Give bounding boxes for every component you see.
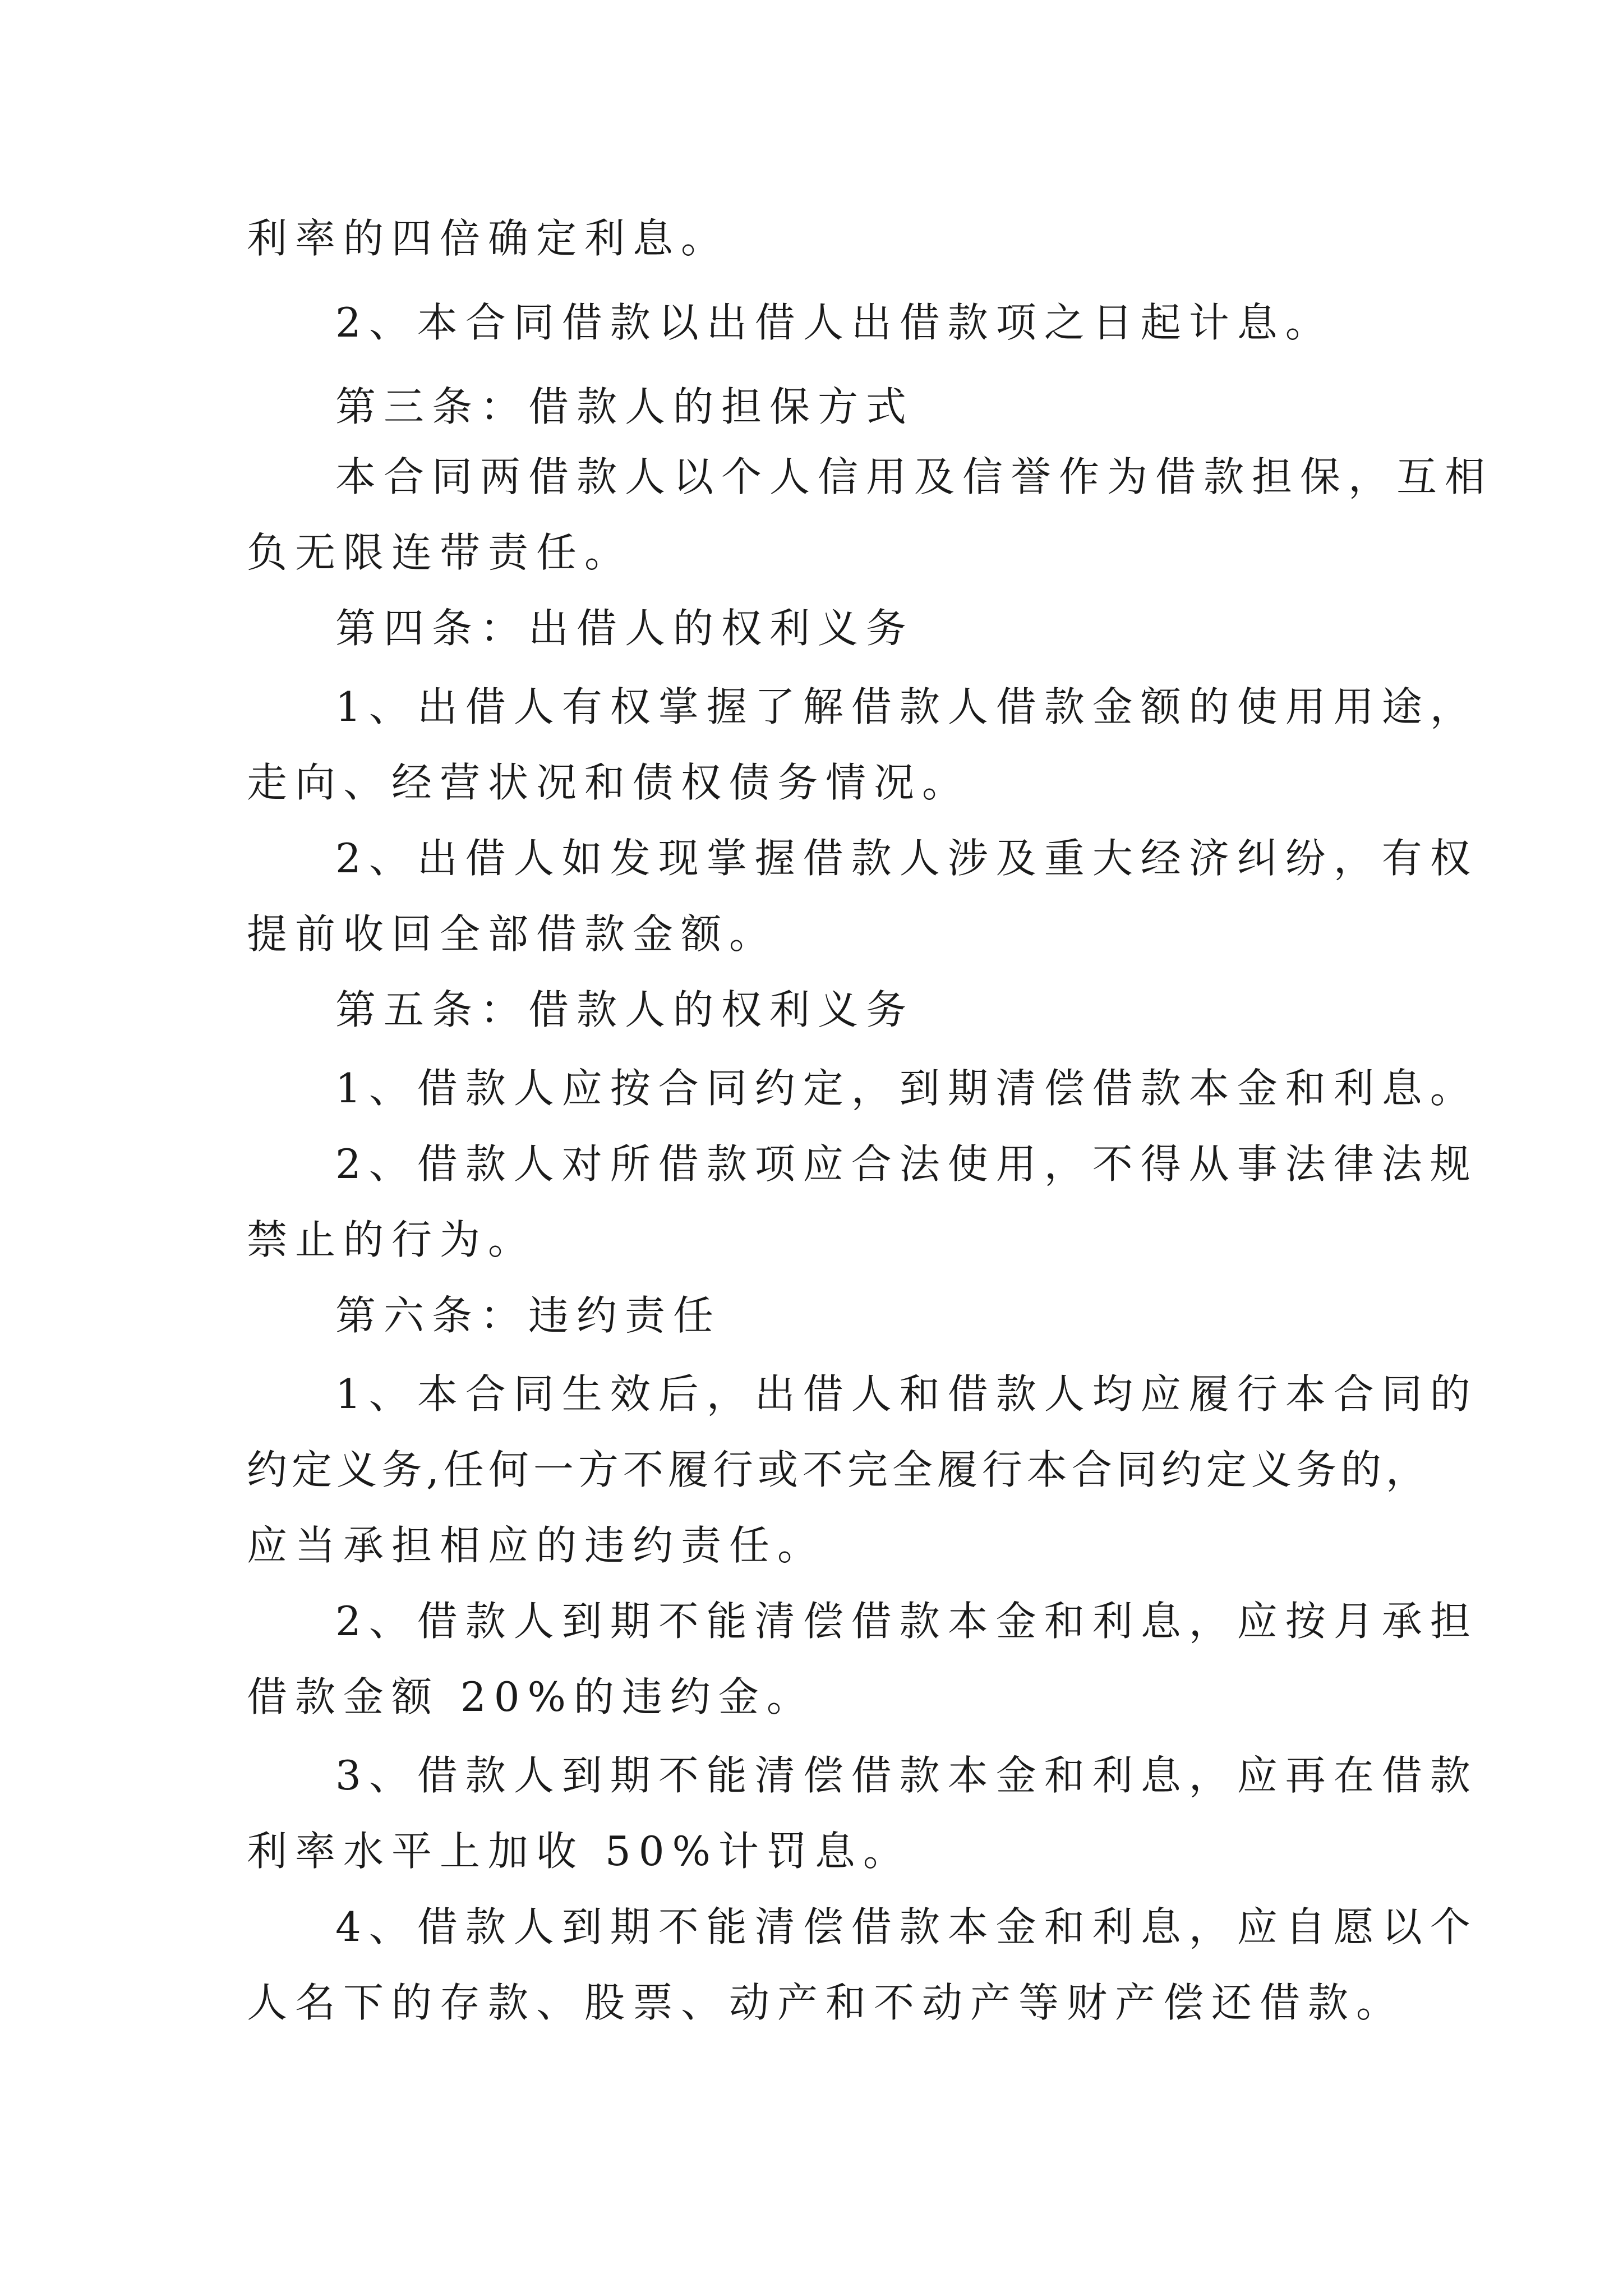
text-line: 约定义务,任何一方不履行或不完全履行本合同约定义务的， (247, 1446, 1431, 1493)
text-line: 1、借款人应按合同约定，到期清偿借款本金和利息。 (335, 1065, 1478, 1112)
text-line: 2、借款人到期不能清偿借款本金和利息，应按月承担 (335, 1598, 1478, 1645)
text-line: 利率的四倍确定利息。 (247, 215, 730, 262)
text-line: 2、出借人如发现掌握借款人涉及重大经济纠纷，有权 (335, 835, 1478, 882)
section-heading: 第三条：借款人的担保方式 (335, 383, 915, 430)
text-line: 3、借款人到期不能清偿借款本金和利息，应再在借款 (335, 1752, 1478, 1799)
text-line: 1、本合同生效后，出借人和借款人均应履行本合同的 (335, 1370, 1478, 1418)
text-line: 1、出借人有权掌握了解借款人借款金额的使用用途， (335, 683, 1478, 730)
text-line: 提前收回全部借款金额。 (247, 910, 778, 958)
text-line: 利率水平上加收 50%计罚息。 (247, 1828, 911, 1875)
text-line: 4、借款人到期不能清偿借款本金和利息，应自愿以个 (335, 1903, 1478, 1950)
text-line: 2、本合同借款以出借人出借款项之日起计息。 (335, 299, 1334, 346)
text-line: 应当承担相应的违约责任。 (247, 1522, 826, 1569)
section-heading: 第四条：出借人的权利义务 (335, 605, 915, 652)
section-heading: 第六条：违约责任 (335, 1292, 722, 1339)
section-heading: 第五条：借款人的权利义务 (335, 986, 915, 1033)
text-line: 走向、经营状况和债权债务情况。 (247, 759, 971, 806)
text-line: 2、借款人对所借款项应合法使用，不得从事法律法规 (335, 1140, 1478, 1188)
text-line: 本合同两借款人以个人信用及信誉作为借款担保，互相 (335, 453, 1493, 500)
text-line: 借款金额 20%的违约金。 (247, 1673, 815, 1720)
text-line: 人名下的存款、股票、动产和不动产等财产偿还借款。 (247, 1979, 1405, 2026)
text-line: 禁止的行为。 (247, 1216, 537, 1263)
text-line: 负无限连带责任。 (247, 529, 633, 576)
